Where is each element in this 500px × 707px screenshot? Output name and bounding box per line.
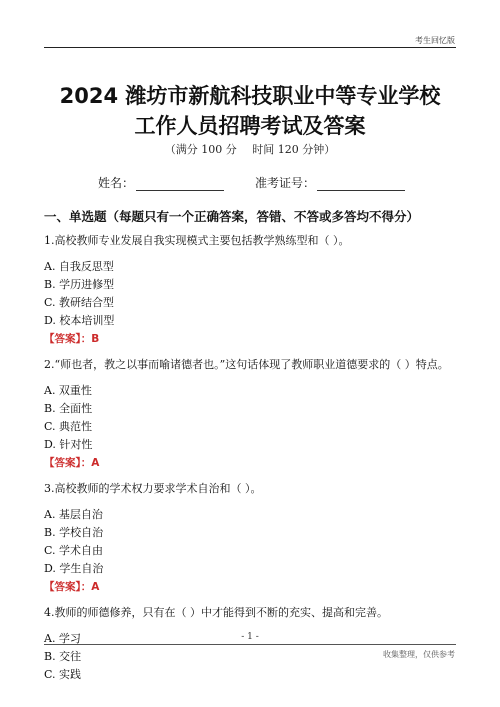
question-option: B. 交往 — [44, 650, 82, 663]
question-option: A. 双重性 — [44, 384, 92, 397]
name-label: 姓名： — [98, 176, 135, 190]
footer-rule — [44, 644, 456, 645]
question-list — [44, 232, 456, 684]
question-stem: 4.教师的师德修养，只有在（ ）中才能得到不断的充实、提高和完善。 — [44, 606, 388, 619]
question-option: C. 典范性 — [44, 420, 93, 433]
question-option: B. 全面性 — [44, 402, 93, 415]
answer-label: 【答案】：A — [44, 581, 100, 593]
exam-subtitle — [0, 141, 500, 157]
question-1 — [44, 232, 456, 348]
time-info: 时间 120 分钟） — [252, 143, 336, 156]
question-stem: 1.高校教师专业发展自我实现模式主要包括教学熟练型和（ ）。 — [44, 234, 350, 247]
question-option: C. 教研结合型 — [44, 296, 115, 309]
header-label: 考生回忆版 — [415, 36, 455, 45]
score-info: （满分 100 分 — [164, 143, 237, 156]
ticket-blank[interactable] — [317, 176, 405, 191]
answer-label: 【答案】：B — [44, 333, 100, 345]
question-stem: 2.“师也者，教之以事而喻诸德者也。”这句话体现了教师职业道德要求的（ ）特点。 — [44, 358, 449, 371]
question-3 — [44, 480, 456, 596]
question-option: A. 基层自治 — [44, 508, 103, 521]
name-field[interactable] — [98, 174, 224, 191]
footer-note: 收集整理，仅供参考 — [383, 650, 455, 659]
question-option: D. 针对性 — [44, 438, 93, 451]
header-rule — [44, 47, 456, 48]
question-option: A. 学习 — [44, 632, 81, 645]
answer-label: 【答案】：A — [44, 457, 100, 469]
document-title-line-2: 工作人员招聘考试及答案 — [134, 114, 366, 138]
name-blank[interactable] — [136, 176, 224, 191]
question-option: A. 自我反思型 — [44, 260, 114, 273]
question-stem: 3.高校教师的学术权力要求学术自治和（ ）。 — [44, 482, 262, 495]
question-option: D. 校本培训型 — [44, 314, 115, 327]
question-option: D. 学生自治 — [44, 562, 104, 575]
page-number: - 1 - — [241, 632, 259, 642]
ticket-label: 准考证号： — [255, 176, 316, 190]
ticket-field[interactable] — [255, 174, 405, 191]
question-2 — [44, 356, 456, 472]
question-option: B. 学校自治 — [44, 526, 104, 539]
question-option: B. 学历进修型 — [44, 278, 115, 291]
section-heading: 一、单选题（每题只有一个正确答案，答错、不答或多答均不得分） — [44, 209, 420, 224]
question-option: C. 学术自由 — [44, 544, 104, 557]
document-title-line-1: 2024 潍坊市新航科技职业中等专业学校 — [59, 84, 441, 108]
question-option: C. 实践 — [44, 668, 82, 681]
